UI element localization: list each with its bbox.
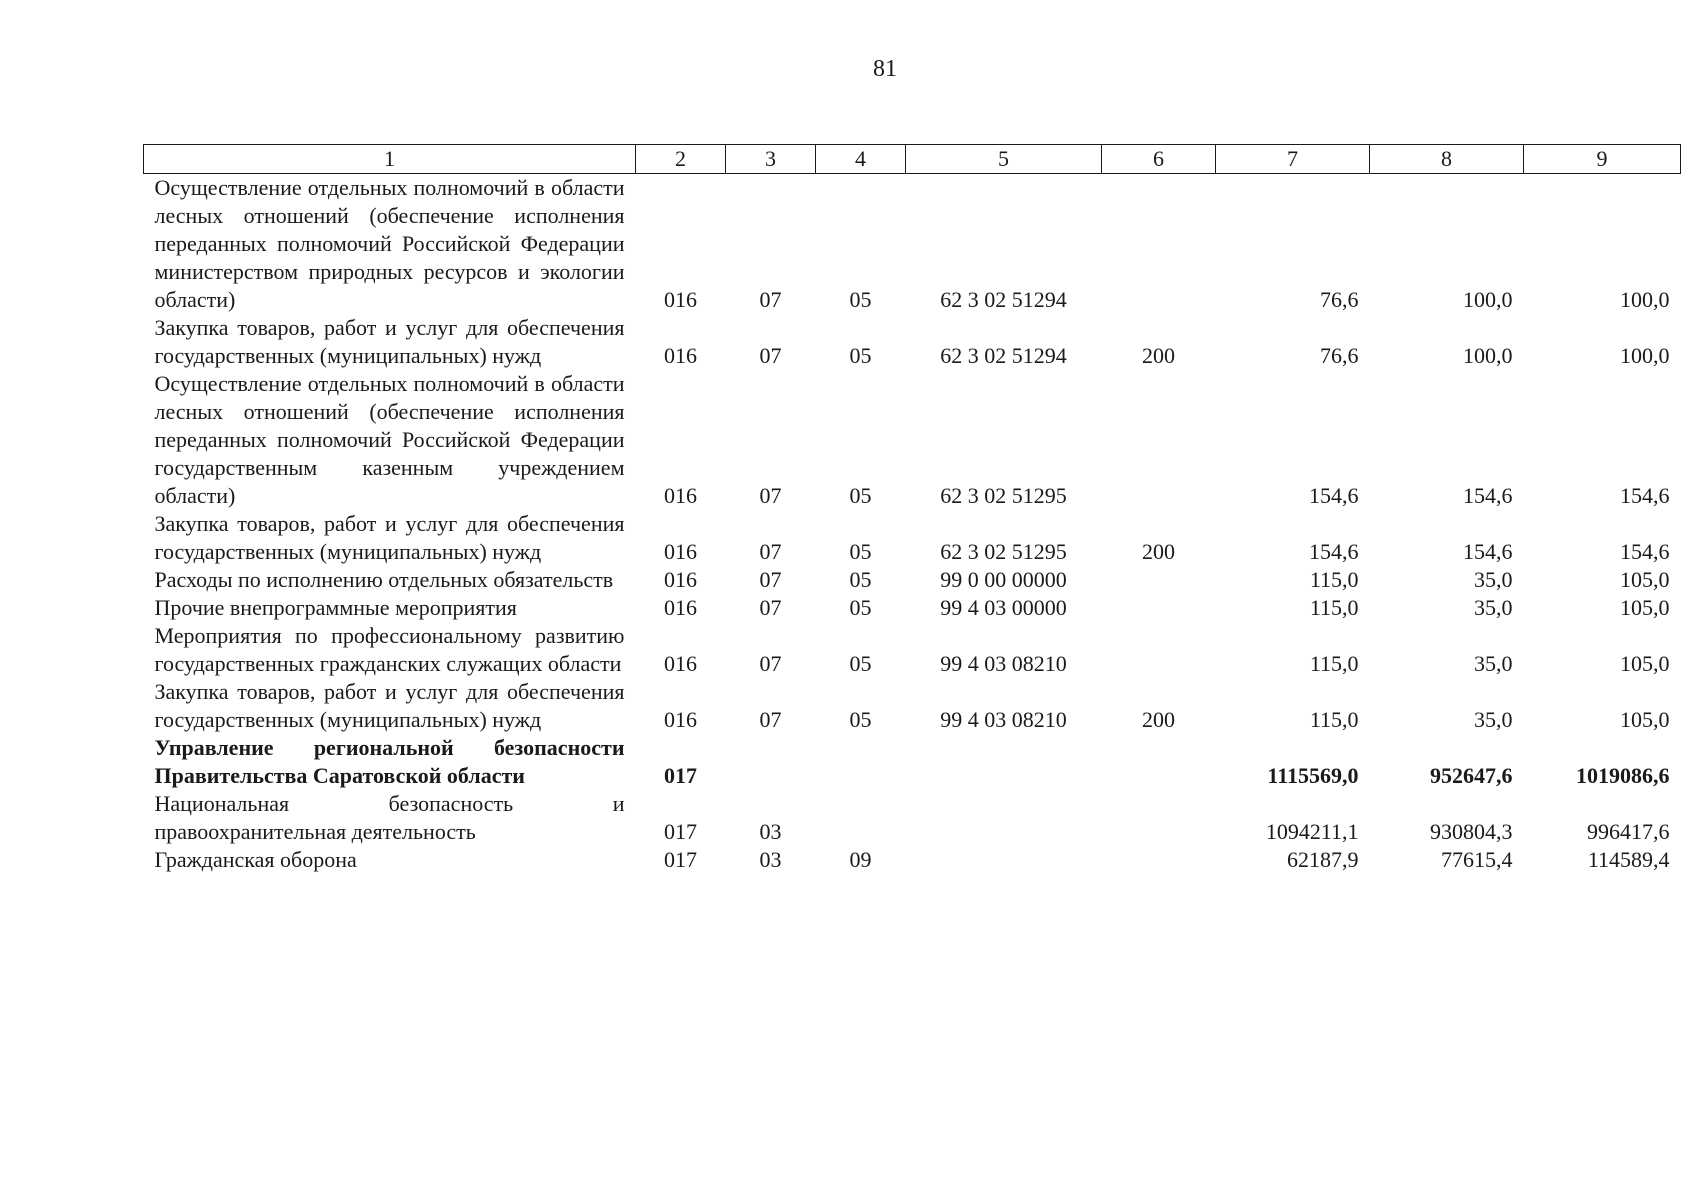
- expense-type-cell: [1102, 174, 1216, 315]
- table-row: [144, 594, 1681, 622]
- amount-cell: 154,6: [1463, 483, 1513, 508]
- description-cell: Управление региональной безопасности Правительства Саратовской области: [154, 735, 625, 788]
- amount-cell: 952647,6: [1430, 763, 1513, 788]
- description-cell: Закупка товаров, работ и услуг для обеспечения государственных (муниципальных) нужд: [154, 679, 625, 732]
- section-cell: 07: [759, 483, 782, 508]
- amount-cell: 154,6: [1309, 483, 1359, 508]
- amount-cell: 35,0: [1474, 567, 1513, 592]
- section-cell: 07: [759, 707, 782, 732]
- section-cell: 07: [759, 567, 782, 592]
- target-article-cell: 62 3 02 51294: [940, 343, 1067, 368]
- expense-type-cell: 200: [1142, 343, 1175, 368]
- code-cell: 016: [664, 567, 697, 592]
- subsection-cell: 05: [849, 707, 872, 732]
- amount-cell: 100,0: [1463, 343, 1513, 368]
- amount-cell: 35,0: [1474, 595, 1513, 620]
- subsection-cell: 05: [849, 483, 872, 508]
- code-cell: 016: [664, 287, 697, 312]
- target-article-cell: 99 4 03 08210: [940, 651, 1067, 676]
- amount-cell: 115,0: [1309, 651, 1359, 676]
- amount-cell: 996417,6: [1587, 819, 1670, 844]
- amount-cell: 1019086,6: [1576, 763, 1670, 788]
- page-number: 81: [873, 56, 897, 82]
- code-cell: 017: [664, 819, 697, 844]
- expense-type-cell: [1102, 790, 1216, 846]
- amount-cell: 105,0: [1620, 567, 1670, 592]
- amount-cell: 76,6: [1320, 287, 1359, 312]
- expense-type-cell: 200: [1142, 539, 1175, 564]
- expense-type-cell: [1102, 622, 1216, 678]
- table-row: [144, 622, 1681, 678]
- target-article-cell: 62 3 02 51295: [940, 539, 1067, 564]
- subsection-cell: [816, 734, 906, 790]
- section-cell: [726, 734, 816, 790]
- code-cell: 017: [664, 847, 697, 872]
- table-row: [144, 314, 1681, 370]
- section-cell: 07: [759, 287, 782, 312]
- target-article-cell: [906, 790, 1102, 846]
- table-row: [144, 846, 1681, 874]
- table-header-row: [144, 145, 1681, 174]
- code-cell: 016: [664, 343, 697, 368]
- subsection-cell: 05: [849, 287, 872, 312]
- description-cell: Прочие внепрограммные мероприятия: [154, 595, 517, 620]
- amount-cell: 154,6: [1309, 539, 1359, 564]
- code-cell: 016: [664, 651, 697, 676]
- target-article-cell: 99 4 03 00000: [940, 595, 1067, 620]
- header-cell: 4: [816, 145, 906, 174]
- table-row: [144, 510, 1681, 566]
- expense-type-cell: [1102, 594, 1216, 622]
- amount-cell: 154,6: [1463, 539, 1513, 564]
- header-cell: 6: [1102, 145, 1216, 174]
- section-cell: 07: [759, 651, 782, 676]
- amount-cell: 77615,4: [1441, 847, 1513, 872]
- description-cell: Расходы по исполнению отдельных обязательств: [154, 567, 614, 592]
- subsection-cell: 05: [849, 539, 872, 564]
- expense-type-cell: [1102, 370, 1216, 510]
- section-cell: 03: [759, 847, 782, 872]
- amount-cell: 154,6: [1620, 483, 1670, 508]
- amount-cell: 930804,3: [1430, 819, 1513, 844]
- target-article-cell: [906, 846, 1102, 874]
- code-cell: 017: [664, 763, 697, 788]
- code-cell: 016: [664, 483, 697, 508]
- target-article-cell: [906, 734, 1102, 790]
- amount-cell: 115,0: [1309, 595, 1359, 620]
- section-cell: 07: [759, 343, 782, 368]
- subsection-cell: 05: [849, 651, 872, 676]
- amount-cell: 35,0: [1474, 707, 1513, 732]
- table-row: [144, 174, 1681, 315]
- description-cell: Национальная безопасность и правоохранительная деятельность: [154, 791, 625, 844]
- amount-cell: 76,6: [1320, 343, 1359, 368]
- table-row: [144, 678, 1681, 734]
- amount-cell: 105,0: [1620, 595, 1670, 620]
- expense-type-cell: [1102, 734, 1216, 790]
- amount-cell: 35,0: [1474, 651, 1513, 676]
- description-cell: Гражданская оборона: [154, 847, 357, 872]
- table-body: [144, 174, 1681, 875]
- amount-cell: 154,6: [1620, 539, 1670, 564]
- subsection-cell: 05: [849, 595, 872, 620]
- description-cell: Осуществление отдельных полномочий в области лесных отношений (обеспечение исполнения переданных полномочий Российской Федерации государственным казенным учреждением области): [154, 371, 625, 508]
- header-cell: 5: [906, 145, 1102, 174]
- target-article-cell: 99 0 00 00000: [940, 567, 1067, 592]
- target-article-cell: 62 3 02 51294: [940, 287, 1067, 312]
- subsection-cell: 05: [849, 567, 872, 592]
- amount-cell: 1094211,1: [1265, 819, 1359, 844]
- code-cell: 016: [664, 595, 697, 620]
- description-cell: Мероприятия по профессиональному развитию государственных гражданских служащих области: [154, 623, 625, 676]
- expense-type-cell: 200: [1142, 707, 1175, 732]
- amount-cell: 1115569,0: [1267, 763, 1359, 788]
- code-cell: 016: [664, 539, 697, 564]
- amount-cell: 100,0: [1620, 287, 1670, 312]
- description-cell: Осуществление отдельных полномочий в области лесных отношений (обеспечение исполнения переданных полномочий Российской Федерации министерством природных ресурсов и экологии области): [154, 175, 625, 312]
- budget-table: [143, 144, 1681, 874]
- amount-cell: 114589,4: [1587, 847, 1670, 872]
- subsection-cell: [816, 790, 906, 846]
- header-cell: 3: [726, 145, 816, 174]
- amount-cell: 115,0: [1309, 567, 1359, 592]
- section-cell: 03: [759, 819, 782, 844]
- code-cell: 016: [664, 707, 697, 732]
- table-row: [144, 734, 1681, 790]
- header-cell: 9: [1524, 145, 1681, 174]
- description-cell: Закупка товаров, работ и услуг для обеспечения государственных (муниципальных) нужд: [154, 315, 625, 368]
- section-cell: 07: [759, 539, 782, 564]
- subsection-cell: 05: [849, 343, 872, 368]
- table-row: [144, 370, 1681, 510]
- section-cell: 07: [759, 595, 782, 620]
- amount-cell: 115,0: [1309, 707, 1359, 732]
- amount-cell: 62187,9: [1287, 847, 1359, 872]
- table-row: [144, 790, 1681, 846]
- subsection-cell: 09: [849, 847, 872, 872]
- header-cell: 8: [1370, 145, 1524, 174]
- amount-cell: 105,0: [1620, 707, 1670, 732]
- amount-cell: 100,0: [1620, 343, 1670, 368]
- header-cell: 1: [144, 145, 636, 174]
- header-cell: 7: [1216, 145, 1370, 174]
- description-cell: Закупка товаров, работ и услуг для обеспечения государственных (муниципальных) нужд: [154, 511, 625, 564]
- target-article-cell: 99 4 03 08210: [940, 707, 1067, 732]
- target-article-cell: 62 3 02 51295: [940, 483, 1067, 508]
- header-cell: 2: [636, 145, 726, 174]
- table-row: [144, 566, 1681, 594]
- expense-type-cell: [1102, 846, 1216, 874]
- amount-cell: 105,0: [1620, 651, 1670, 676]
- amount-cell: 100,0: [1463, 287, 1513, 312]
- expense-type-cell: [1102, 566, 1216, 594]
